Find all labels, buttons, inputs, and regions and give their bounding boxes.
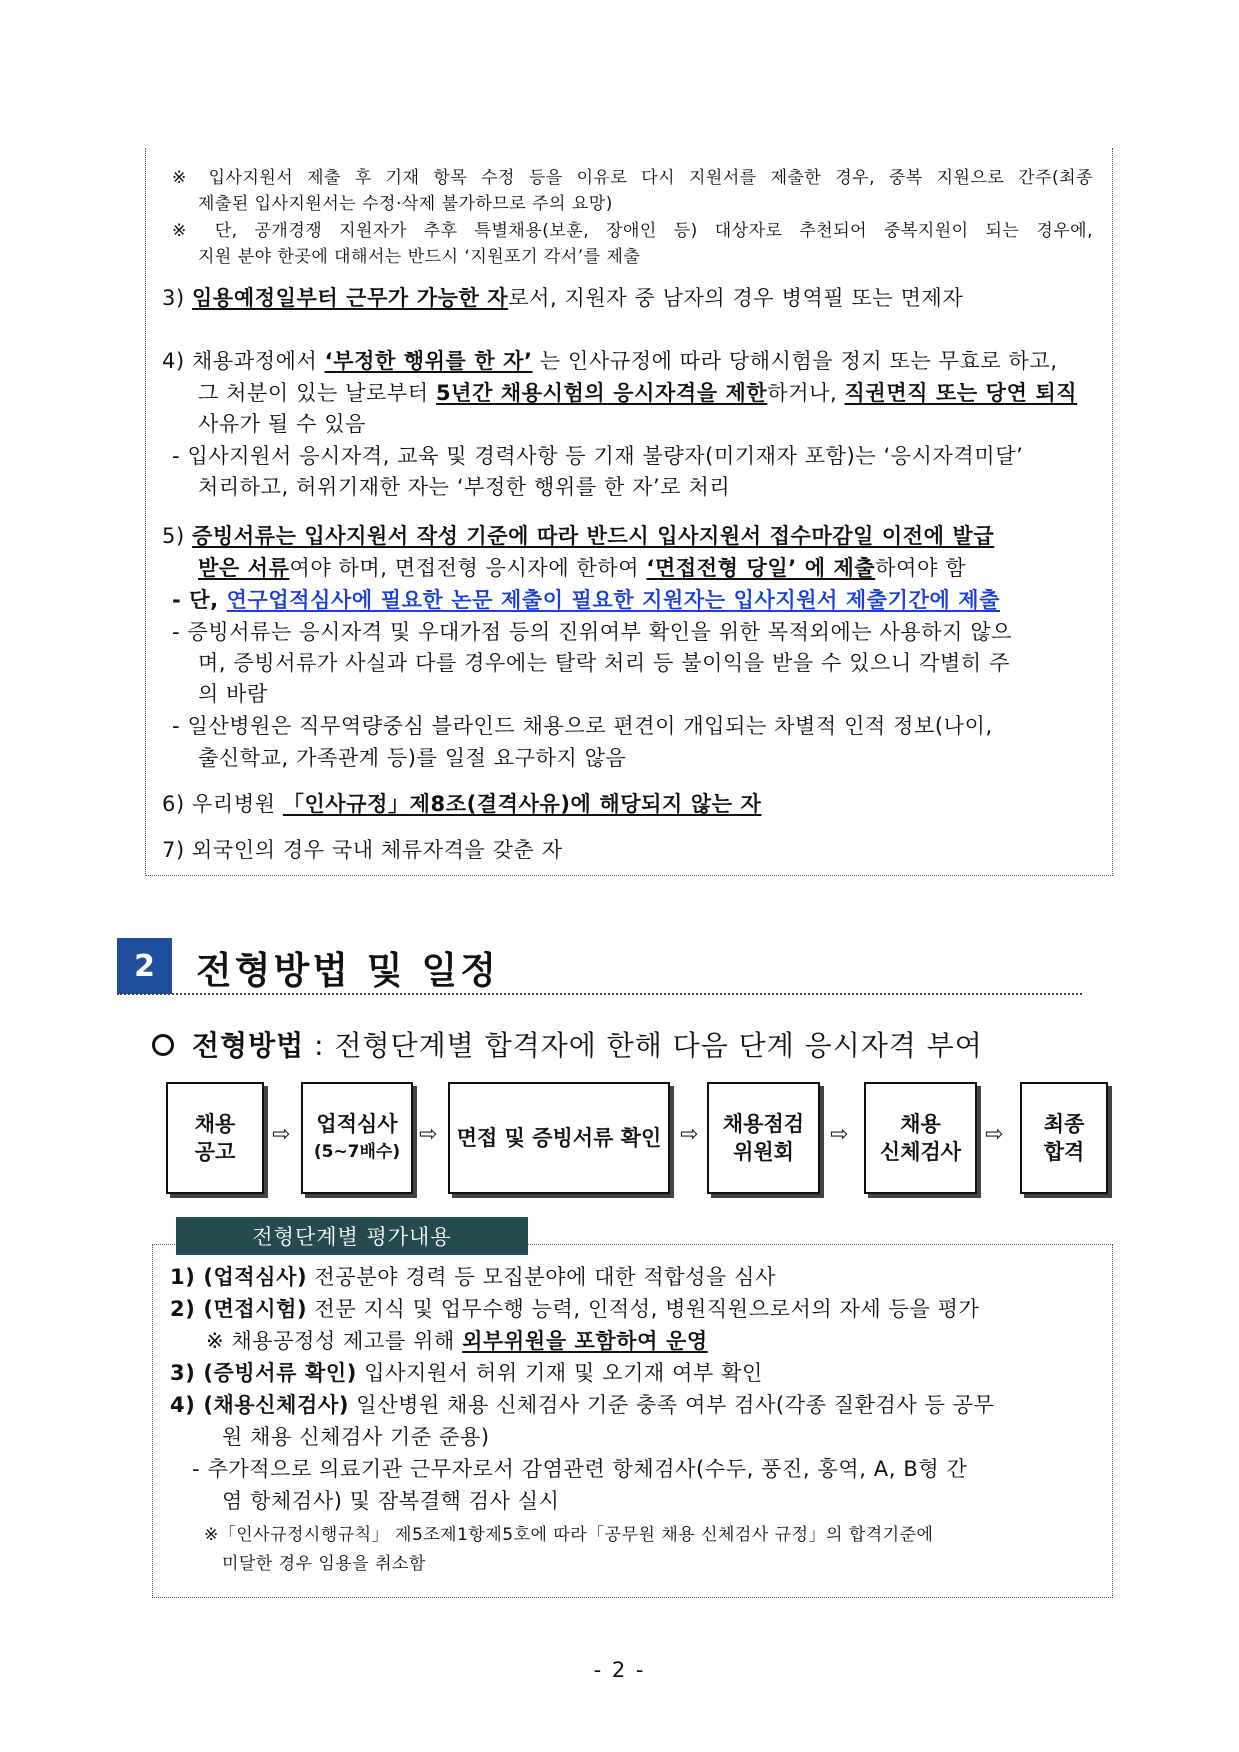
item-4-emphasis-2: 5년간 채용시험의 응시자격을 제한	[435, 381, 768, 405]
eval-item-4-text: 일산병원 채용 신체검사 기준 충족 여부 검사(각종 질환검사 등 공무	[349, 1393, 995, 1417]
evaluation-header: 전형단계별 평가내용	[176, 1217, 528, 1255]
flow-step-3-line1: 면접 및 증빙서류 확인	[456, 1126, 662, 1150]
note-special-line2: 지원 분야 한곳에 대해서는 반드시 ‘지원포기 각서’를 제출	[198, 247, 641, 267]
section-number: 2	[117, 938, 172, 994]
item-3	[162, 282, 963, 312]
item-5-blue-note	[172, 584, 1000, 614]
item-4-line2-text-b: 하거나,	[767, 381, 845, 405]
method-line	[152, 1024, 983, 1064]
section-title: 전형방법 및 일정	[196, 949, 499, 992]
method-label: 전형방법	[192, 1029, 305, 1062]
eval-item-3	[170, 1357, 763, 1387]
flow-step-1-line1: 채용	[194, 1112, 236, 1136]
item-5-line2-text: 여야 하며, 면접전형 응시자에 한하여	[289, 556, 647, 580]
eval-item-1	[170, 1261, 776, 1291]
eval-item-4-line2: 원 채용 신체검사 기준 준용)	[222, 1425, 490, 1449]
item-4-emphasis-1: ‘부정한 행위를 한 자’	[324, 349, 533, 373]
item-5-line2-text-b: 하여야 함	[875, 556, 967, 580]
item-7	[162, 834, 563, 864]
item-5-blue-emphasis: 연구업적심사에 필요한 논문 제출이 필요한 지원자는 입사지원서 제출기간에 제출	[226, 588, 1001, 612]
eval-item-2-note-emphasis: 외부위원을 포함하여 운영	[462, 1329, 708, 1353]
method-text: 전형단계별 합격자에 한해 다음 단계 응시자격 부여	[334, 1029, 983, 1062]
note-duplicate-line2: 제출된 입사지원서는 수정·삭제 불가하므로 주의 요망)	[198, 194, 613, 214]
item-5-line2	[198, 552, 966, 582]
item-7-text: 외국인의 경우 국내 체류자격을 갖춘 자	[192, 838, 563, 862]
method-separator: :	[304, 1029, 335, 1062]
note-special-line1: ※ 단, 공개경쟁 지원자가 추후 특별채용(보훈, 장애인 등) 대상자로 추천되어 중복지원이 되는 경우에,	[172, 221, 1093, 241]
flow-arrow-icon: ⇨	[830, 1122, 849, 1147]
eval-item-4-note-line1: ※「인사규정시행규칙」 제5조제1항제5호에 따라「공무원 채용 신체검사 규정」의 합격기준에	[204, 1525, 934, 1545]
item-4-number: 4)	[162, 349, 185, 373]
flow-step-inspection-committee	[707, 1082, 820, 1194]
flow-arrow-icon: ⇨	[985, 1122, 1004, 1147]
eval-item-2-note	[206, 1325, 708, 1355]
eval-item-4	[170, 1389, 995, 1419]
eval-item-3-text: 입사지원서 허위 기재 및 오기재 여부 확인	[356, 1361, 763, 1385]
item-5-emphasis-3: ‘면접전형 당일’ 에 제출	[646, 556, 876, 580]
flow-step-6-line2: 합격	[1043, 1140, 1085, 1164]
item-6-number: 6)	[162, 792, 185, 816]
flow-step-achievement-review	[301, 1082, 413, 1194]
item-5-dash3-line2: 출신학교, 가족관계 등)를 일절 요구하지 않음	[198, 746, 627, 770]
flow-step-5-line1: 채용	[900, 1112, 941, 1136]
item-4-dash-line2: 처리하고, 허위기재한 자는 ‘부정한 행위를 한 자’로 처리	[198, 475, 731, 499]
flow-step-physical-exam	[864, 1082, 977, 1194]
eval-item-2	[170, 1293, 979, 1323]
item-5-emphasis-2: 받은 서류	[198, 556, 290, 580]
flow-step-interview	[448, 1082, 670, 1194]
flow-step-announcement	[166, 1082, 264, 1194]
item-4-line1	[162, 345, 1058, 375]
section-divider	[117, 993, 1082, 995]
flow-step-4-line1: 채용점검	[722, 1112, 805, 1136]
flow-step-2-line2: (5~7배수)	[313, 1142, 401, 1162]
flow-step-6-line1: 최종	[1043, 1112, 1085, 1136]
item-4-emphasis-3: 직권면직 또는 당연 퇴직	[844, 381, 1078, 405]
flow-arrow-icon: ⇨	[680, 1122, 699, 1147]
circle-bullet-icon	[152, 1034, 174, 1056]
item-5-blue-prefix: - 단,	[172, 588, 227, 612]
eval-item-2-text: 전문 지식 및 업무수행 능력, 인적성, 병원직원으로서의 자세 등을 평가	[307, 1297, 980, 1321]
item-7-number: 7)	[162, 838, 185, 862]
item-4-text-a: 채용과정에서	[192, 349, 325, 373]
flow-step-2-line1: 업적심사	[316, 1112, 398, 1136]
eval-item-1-text: 전공분야 경력 등 모집분야에 대한 적합성을 심사	[307, 1265, 776, 1289]
page-number: - 2 -	[593, 1658, 646, 1682]
flow-step-5-line2: 신체검사	[879, 1140, 962, 1164]
eval-item-2-note-text: ※ 채용공정성 제고를 위해	[206, 1329, 463, 1353]
item-4-dash-line1: - 입사지원서 응시자격, 교육 및 경력사항 등 기재 불량자(미기재자 포함)는 ‘응시자격미달’	[172, 444, 1024, 468]
flow-step-4-line2: 위원회	[733, 1140, 794, 1164]
item-6	[162, 788, 761, 818]
item-6-emphasis: 「인사규정」제8조(결격사유)에 해당되지 않는 자	[282, 792, 762, 816]
flow-step-1-line2: 공고	[194, 1140, 236, 1164]
item-4-text-b: 는 인사규정에 따라 당해시험을 정지 또는 무효로 하고,	[532, 349, 1058, 373]
item-3-text: 로서, 지원자 중 남자의 경우 병역필 또는 면제자	[508, 286, 964, 310]
item-5-emphasis-1: 증빙서류는 입사지원서 작성 기준에 따라 반드시 입사지원서 접수마감일 이전에 발급	[192, 524, 995, 548]
item-5-dash3-line1: - 일산병원은 직무역량중심 블라인드 채용으로 편견이 개입되는 차별적 인적 정보(나이,	[172, 714, 993, 738]
eval-item-4-dash-line2: 염 항체검사) 및 잠복결핵 검사 실시	[222, 1489, 560, 1513]
item-6-text: 우리병원	[192, 792, 283, 816]
item-3-number: 3)	[162, 286, 185, 310]
item-5-number: 5)	[162, 524, 185, 548]
item-4-line3: 사유가 될 수 있음	[198, 412, 367, 436]
eval-item-3-label: 3) (증빙서류 확인)	[170, 1361, 357, 1385]
flow-arrow-icon: ⇨	[419, 1122, 438, 1147]
item-4-line2	[198, 377, 1077, 407]
eval-item-1-label: 1) (업적심사)	[170, 1265, 308, 1289]
item-5-dash2-line1: - 증빙서류는 응시자격 및 우대가점 등의 진위여부 확인을 위한 목적외에는 사용하지 않으	[172, 620, 1013, 644]
note-duplicate-line1: ※ 입사지원서 제출 후 기재 항목 수정 등을 이유로 다시 지원서를 제출한 경우, 중복 지원으로 간주(최종	[172, 168, 1093, 188]
item-5-line1	[162, 520, 994, 550]
eval-item-2-label: 2) (면접시험)	[170, 1297, 308, 1321]
eval-item-4-note-line2: 미달한 경우 임용을 취소함	[222, 1554, 426, 1574]
item-4-line2-text: 그 처분이 있는 날로부터	[198, 381, 436, 405]
item-3-emphasis: 임용예정일부터 근무가 가능한 자	[192, 286, 509, 310]
flow-step-final-pass	[1020, 1082, 1108, 1194]
flow-arrow-icon: ⇨	[272, 1122, 291, 1147]
eval-item-4-dash-line1: - 추가적으로 의료기관 근무자로서 감염관련 항체검사(수두, 풍진, 홍역, A, B형 간	[192, 1457, 968, 1481]
item-5-dash2-line3: 의 바람	[198, 682, 268, 706]
item-5-dash2-line2: 며, 증빙서류가 사실과 다를 경우에는 탈락 처리 등 불이익을 받을 수 있으니 각별히 주	[198, 651, 1010, 675]
eval-item-4-label: 4) (채용신체검사)	[170, 1393, 350, 1417]
